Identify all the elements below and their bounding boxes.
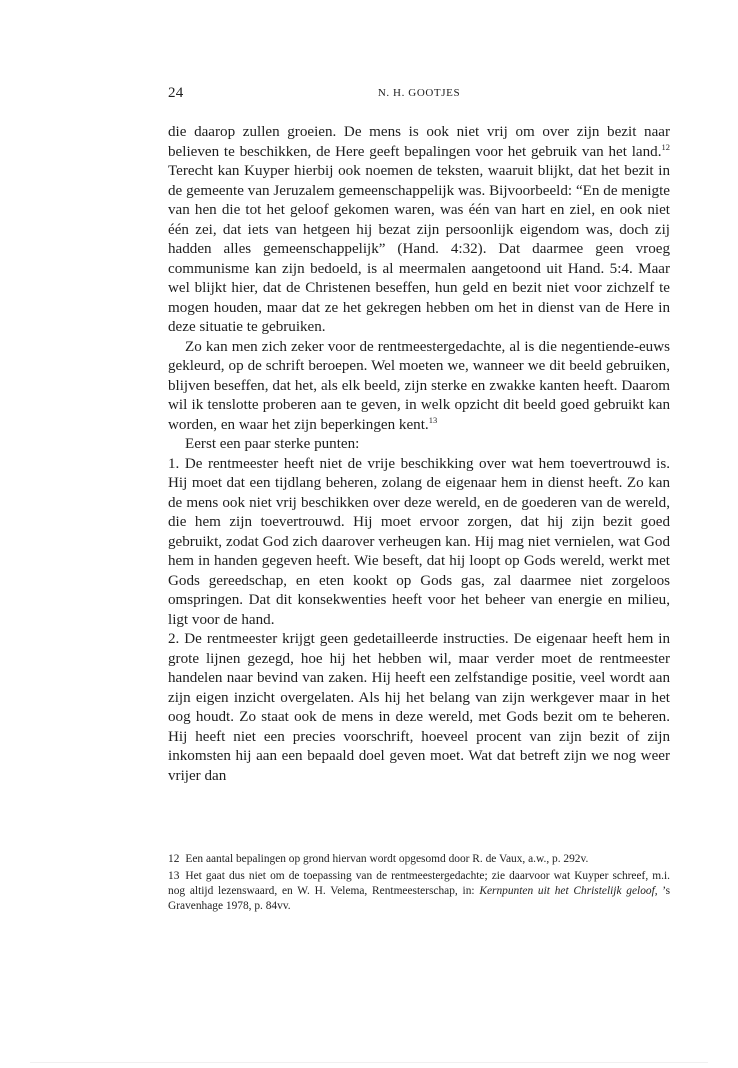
paragraph-2-text: Zo kan men zich zeker voor de rentmeestergedachte, al is die negentiende-euws gekleurd, op de schrift beroepen. Wel moeten we, wanneer we dit beeld gebruiken, blijven beseffen, dat het, als elk beeld, zijn sterke en zwakke kanten heeft. Daarom wil ik tenslotte proberen aan te geven, in welk opzicht dit beeld goed gebruikt kan worden, en waar het zijn beperkingen kent. [168, 338, 670, 433]
paragraph-1-text-b: Terecht kan Kuyper hierbij ook noemen de teksten, waaruit blijkt, dat het bezit in de gemeente van Jeruzalem gemeenschappelijk was. Bijvoorbeeld: “En de menigte van hen die tot het geloof gekomen waren, was één van hart en ziel, en ook niet één zei, dat iets van hetgeen hij bezat zijn persoonlijk eigendom was, doch zij hadden alles gemeenschappelijk” (Hand. 4:32). Dat daarmee geen vroeg communisme kan zijn bedoeld, is al meermalen aangetoond uit Hand. 5:4. Maar wel blijkt hier, dat de Christenen beseffen, hun geld en bezit niet voor zichzelf te mogen houden, maar dat ze het gekregen hebben om het in dienst van de Here in deze situatie te gebruiken. [168, 163, 670, 335]
footnote-13-text-a: Het gaat dus niet om de toepassing van de rentmeestergedachte; zie daarvoor wat Kuyper schreef, m.i. nog altijd lezenswaard, en W. H. Velema, Rentmeesterschap, in: [168, 870, 670, 897]
footnotes [168, 852, 670, 916]
footnote-13-number: 13 [168, 870, 180, 882]
paragraph-point-2: 2. De rentmeester krijgt geen gedetailleerde instructies. De eigenaar heeft hem in grote lijnen gezegd, hoe hij het hebben wil, maar verder moet de rentmeester handelen naar bevind van zaken. Hij heeft een zelfstandige positie, veel wordt aan zijn eigen inzicht overgelaten. Als hij het belang van zijn werkgever maar in het oog houdt. Zo staat ook de mens in deze wereld, met Gods bezit om te beheren. Hij heeft niet een precies voorschrift, hoeveel procent van zijn bezit of zijn inkomsten hij aan een bepaald doel geven moet. Wat dat betreft zijn we nog weer vrijer dan [168, 631, 670, 784]
footnote-12 [168, 852, 670, 867]
footnote-13-title: Kernpunten uit het Christelijk geloof, [479, 885, 658, 897]
footnote-ref-13[interactable]: 13 [428, 414, 438, 425]
paragraph-1-text-a: die daarop zullen groeien. De mens is ook niet vrij om over zijn bezit naar believen te beschikken, de Here geeft bepalingen voor het gebruik van het land. [168, 124, 670, 160]
running-head: N. H. GOOTJES [377, 87, 461, 99]
footnote-13 [168, 869, 670, 914]
footnote-ref-12[interactable]: 12 [661, 141, 670, 152]
footnote-13-text-b: ’s Gravenhage 1978, p. 84vv. [168, 885, 671, 912]
paragraph-1 [168, 123, 670, 338]
footnote-12-number: 12 [168, 853, 180, 865]
body-text [168, 123, 670, 786]
page-number: 24 [168, 85, 184, 101]
paragraph-2 [168, 338, 670, 436]
footnote-12-text: Een aantal bepalingen op grond hiervan wordt opgesomd door R. de Vaux, a.w., p. 292v. [185, 853, 589, 865]
paragraph-point-1: 1. De rentmeester heeft niet de vrije beschikking over wat hem toevertrouwd is. Hij moet dat een tijdlang beheren, zolang de eigenaar hem in dienst heeft. Zo kan de mens ook niet vrij beschikken over deze wereld, en de goederen van de wereld, die hem zijn toevertrouwd. Hij moet ervoor zorgen, dat hij zijn bezit goed gebruikt, zodat God zich daarover verheugen kan. Hij mag niet vernielen, wat God hem in handen gegeven heeft. Wie beseft, dat hij loopt op Gods wereld, werkt met Gods gereedschap, en eten kookt op Gods gas, zal daarmee niet zorgeloos omspringen. Dat dit konsekwenties heeft voor het beheer van energie en milieu, ligt voor de hand. [168, 455, 670, 628]
bottom-rule [30, 1062, 708, 1063]
paragraph-3: Eerst een paar sterke punten: [185, 436, 360, 452]
